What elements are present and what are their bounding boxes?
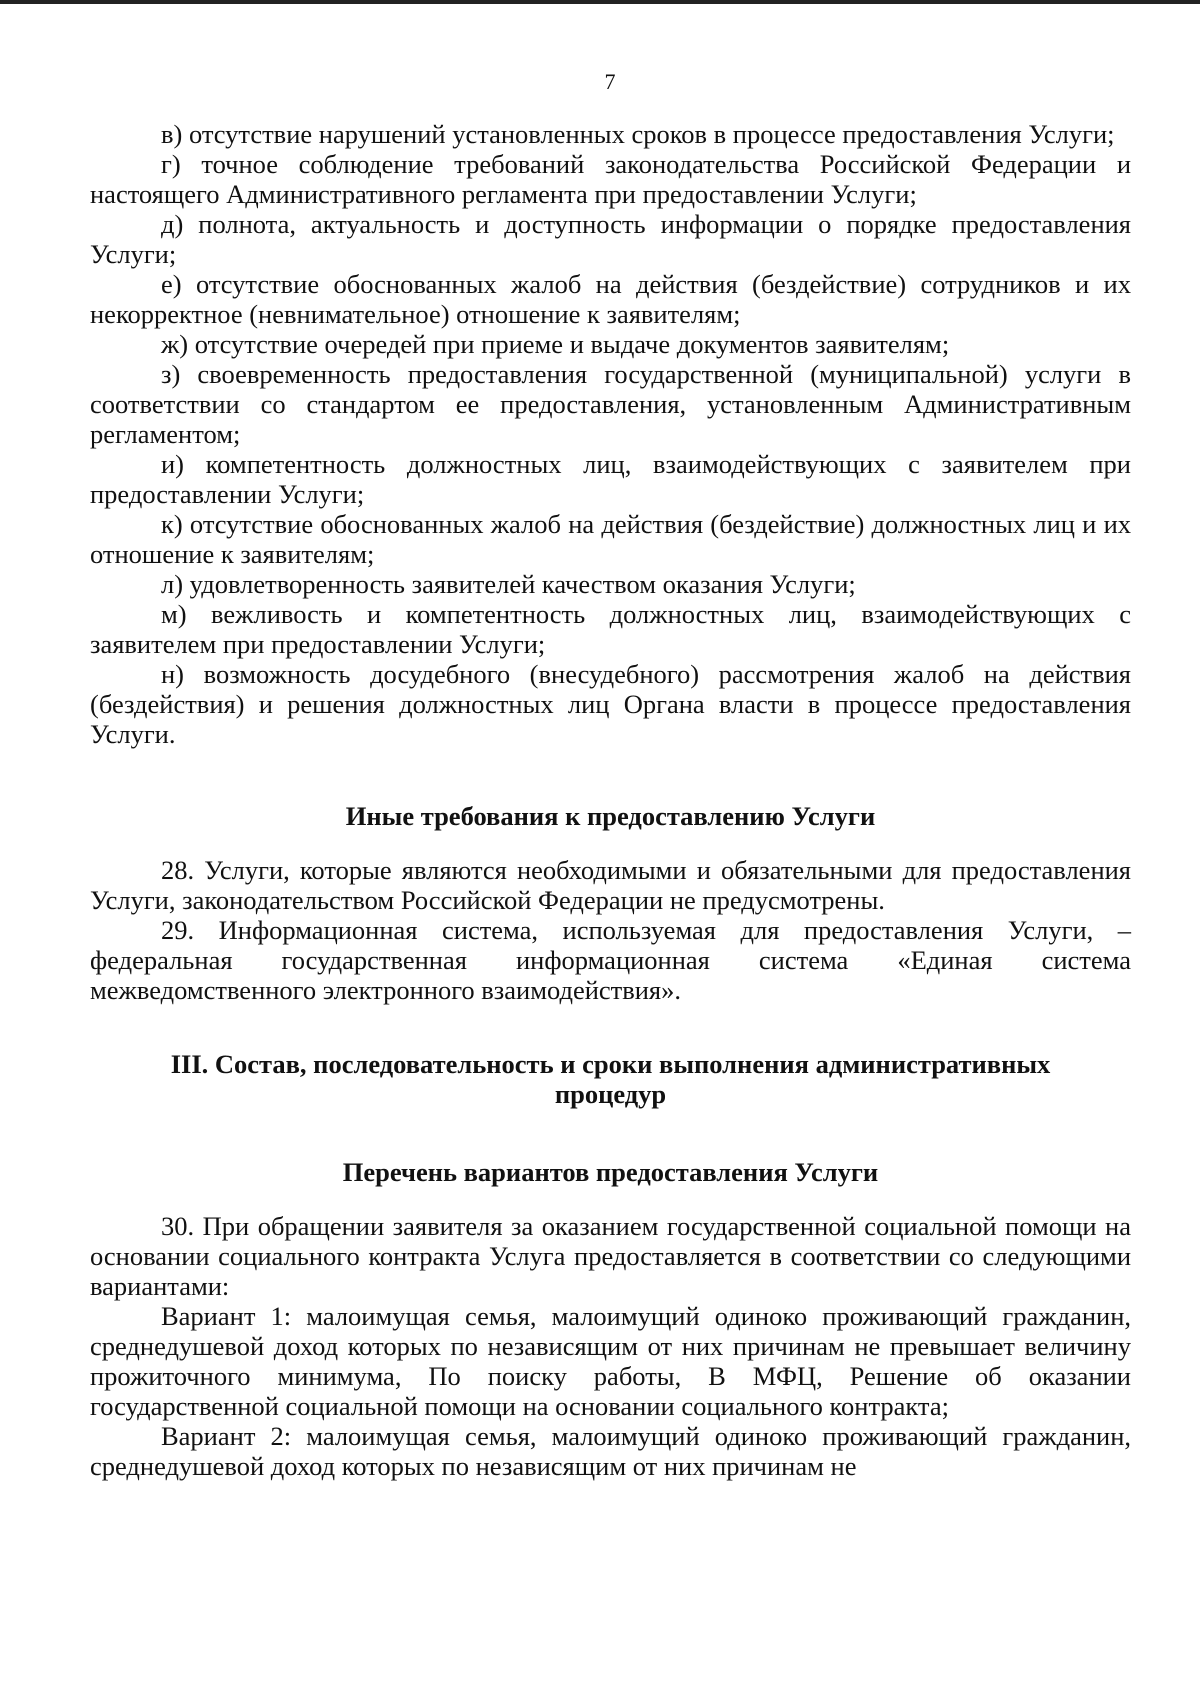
criterion-i: и) компетентность должностных лиц, взаимодействующих с заявителем при предоставлении Услуги; xyxy=(90,449,1131,509)
spacer xyxy=(90,1005,1131,1049)
page-number: 7 xyxy=(604,69,616,94)
spacer xyxy=(90,749,1131,801)
section-three-heading-line2: процедур xyxy=(554,1079,667,1109)
paragraph-29: 29. Информационная система, используемая для предоставления Услуги, – федеральная государственная информационная система «Единая система межведомственного электронного взаимодействия». xyxy=(90,915,1131,1005)
spacer xyxy=(90,1187,1131,1211)
criterion-zh: ж) отсутствие очередей при приеме и выдаче документов заявителям; xyxy=(161,329,950,359)
spacer xyxy=(90,831,1131,855)
criterion-d: д) полнота, актуальность и доступность информации о порядке предоставления Услуги; xyxy=(90,209,1131,269)
criterion-g: г) точное соблюдение требований законодательства Российской Федерации и настоящего Административного регламента при предоставлении Услуги; xyxy=(90,149,1131,209)
section-three-heading-line1: III. Состав, последовательность и сроки выполнения административных xyxy=(170,1049,1051,1079)
heading-other-requirements: Иные требования к предоставлению Услуги xyxy=(345,801,876,831)
variant-2: Вариант 2: малоимущая семья, малоимущий одиноко проживающий гражданин, среднедушевой доход которых по независящим от них причинам не xyxy=(90,1421,1131,1481)
document-body xyxy=(90,119,1131,1481)
criterion-k: к) отсутствие обоснованных жалоб на действия (бездействие) должностных лиц и их отношение к заявителям; xyxy=(90,509,1131,569)
paragraph-28: 28. Услуги, которые являются необходимыми и обязательными для предоставления Услуги, законодательством Российской Федерации не предусмотрены. xyxy=(90,855,1131,915)
top-border-line xyxy=(0,0,1200,4)
variant-1: Вариант 1: малоимущая семья, малоимущий одиноко проживающий гражданин, среднедушевой доход которых по независящим от них причинам не превышает величину прожиточного минимума, По поиску работы, В МФЦ, Решение об оказании государственной социальной помощи на основании социального контракта; xyxy=(90,1301,1131,1421)
criterion-l: л) удовлетворенность заявителей качеством оказания Услуги; xyxy=(161,569,856,599)
criterion-z: з) своевременность предоставления государственной (муниципальной) услуги в соответствии со стандартом ее предоставления, установленным Административным регламентом; xyxy=(90,359,1131,449)
criterion-m: м) вежливость и компетентность должностных лиц, взаимодействующих с заявителем при предоставлении Услуги; xyxy=(90,599,1131,659)
criterion-n: н) возможность досудебного (внесудебного) рассмотрения жалоб на действия (бездействия) и решения должностных лиц Органа власти в процессе предоставления Услуги. xyxy=(90,659,1131,749)
spacer xyxy=(90,1109,1131,1157)
criterion-v: в) отсутствие нарушений установленных сроков в процессе предоставления Услуги; xyxy=(161,119,1115,149)
paragraph-30: 30. При обращении заявителя за оказанием государственной социальной помощи на основании социального контракта Услуга предоставляется в соответствии со следующими вариантами: xyxy=(90,1211,1131,1301)
heading-variants-list: Перечень вариантов предоставления Услуги xyxy=(342,1157,879,1187)
criterion-e: е) отсутствие обоснованных жалоб на действия (бездействие) сотрудников и их некорректное (невнимательное) отношение к заявителям; xyxy=(90,269,1131,329)
